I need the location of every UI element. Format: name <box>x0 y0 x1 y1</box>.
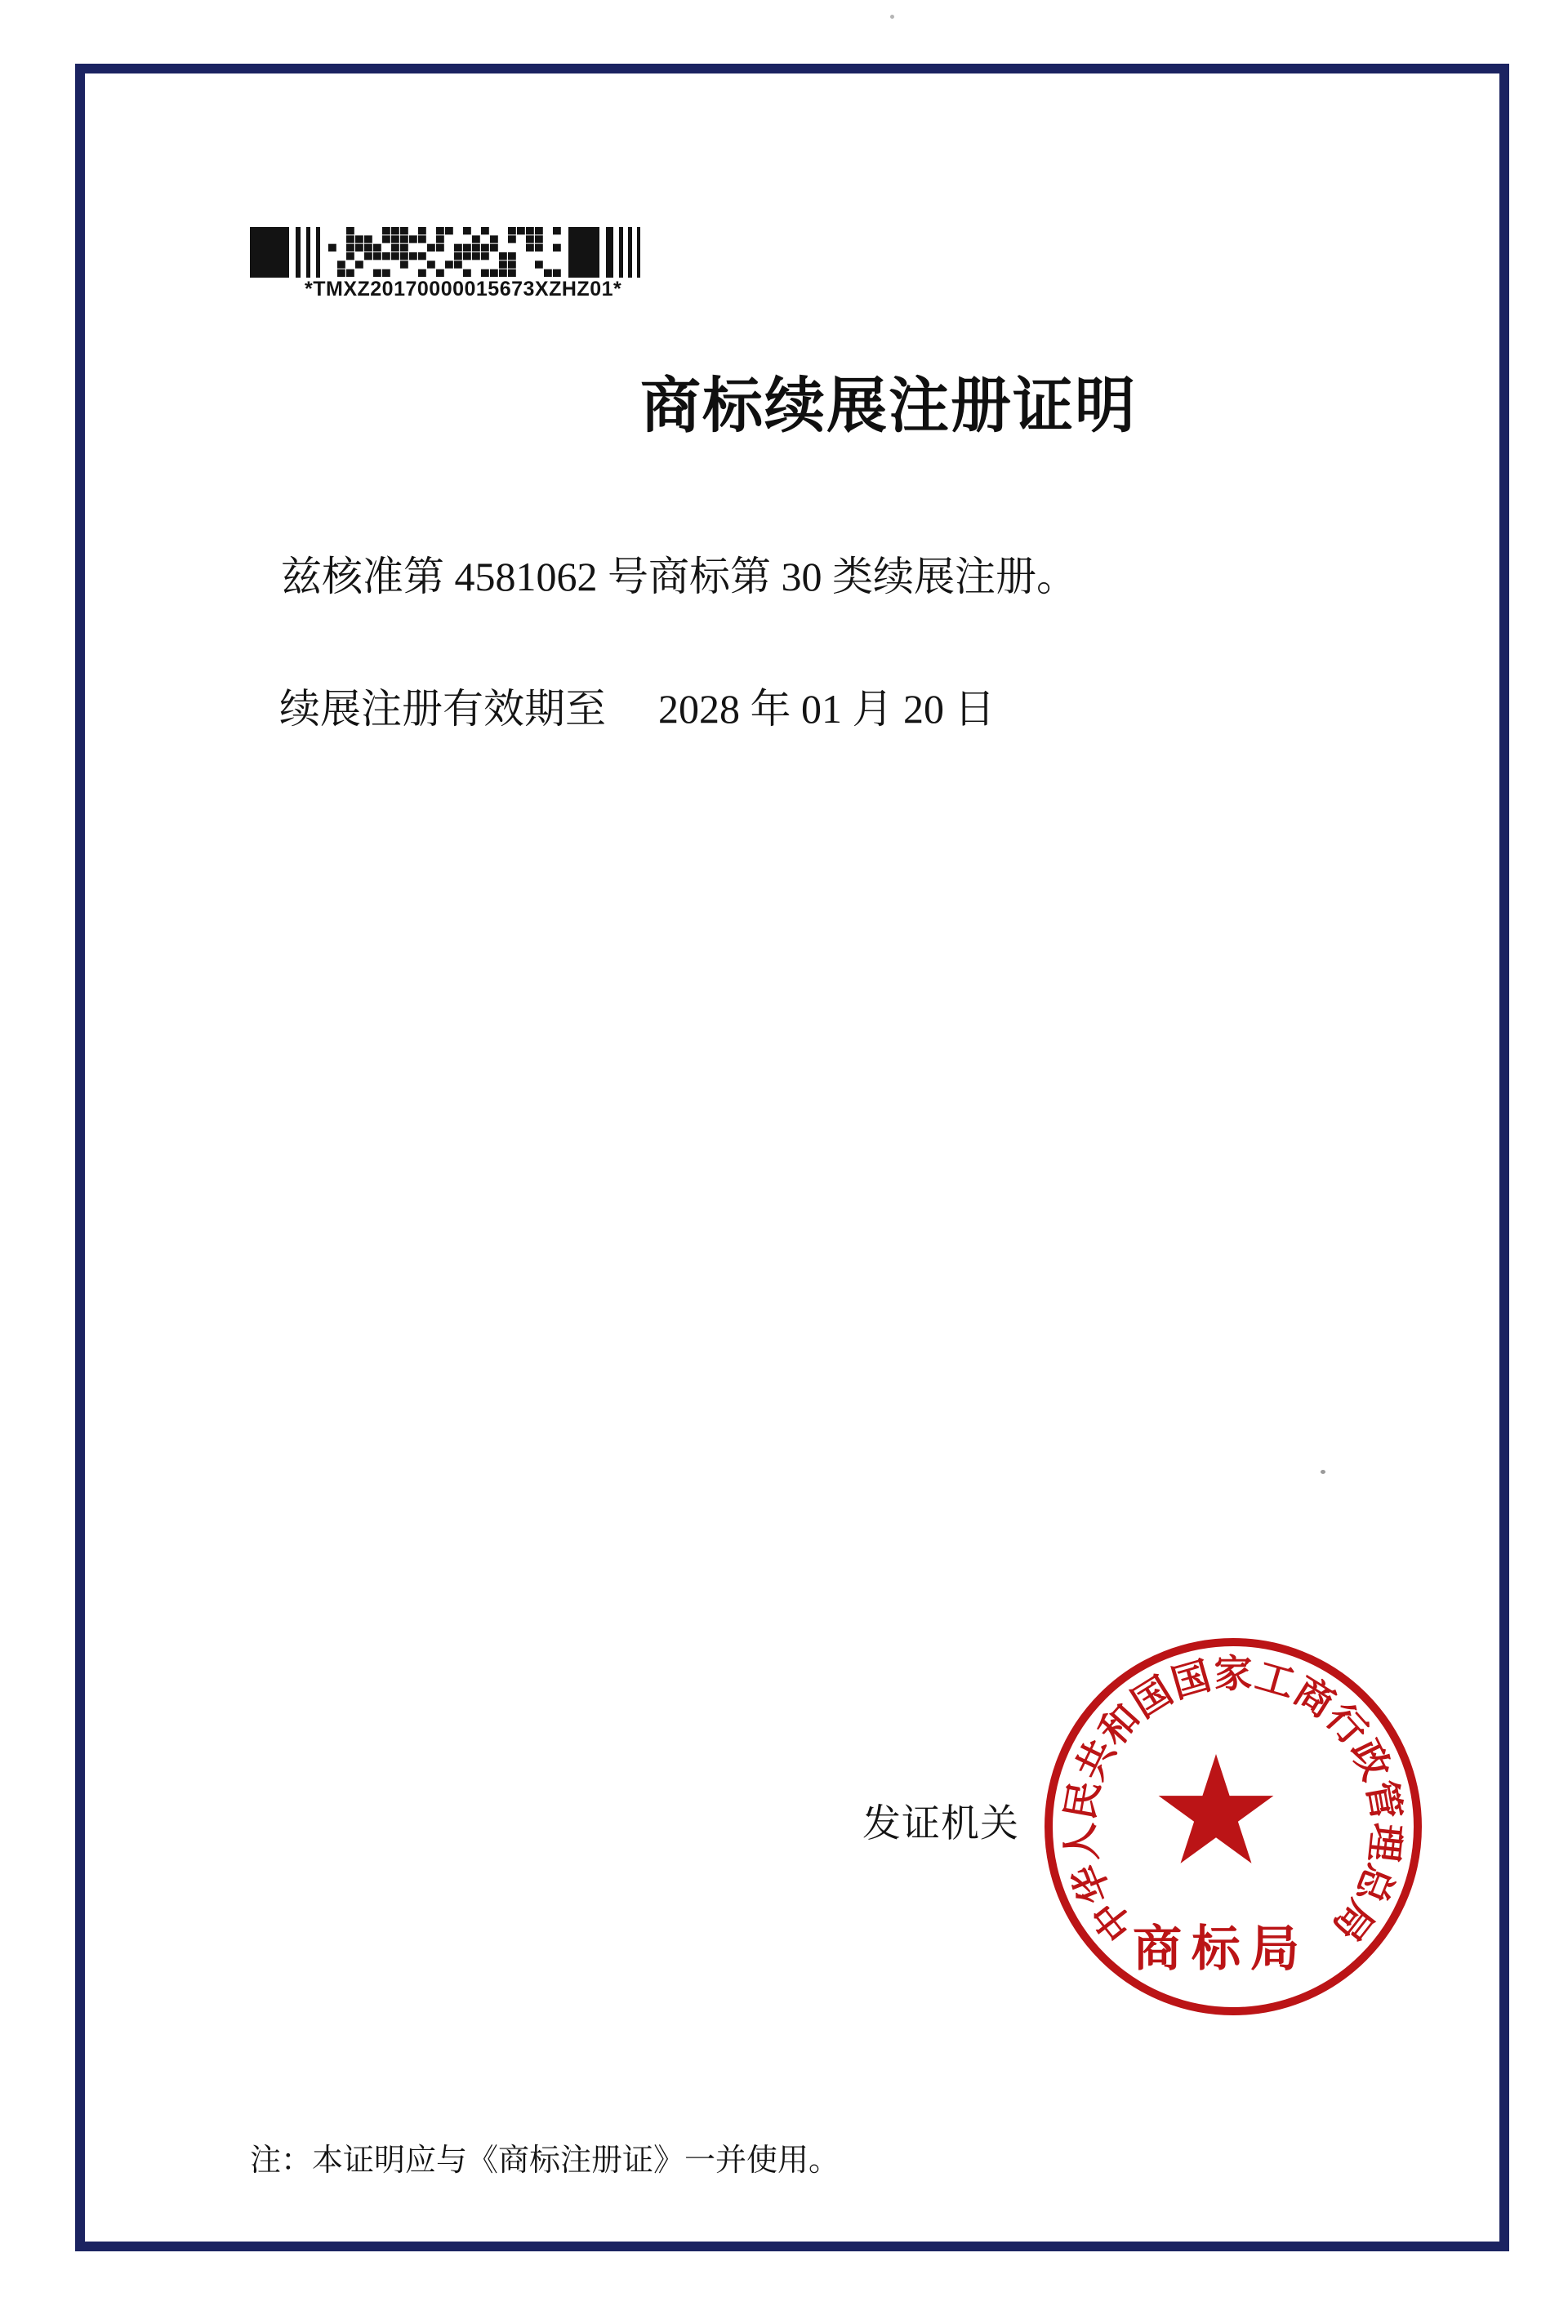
seal-arc-char: 行 <box>1317 1696 1375 1754</box>
approval-statement: 兹核准第 4581062 号商标第 30 类续展注册。 <box>281 554 1077 599</box>
issuer-label: 发证机关 <box>862 1803 1019 1845</box>
seal-arc-char: 商 <box>1285 1669 1342 1726</box>
usage-note: 注：本证明应与《商标注册证》一并使用。 <box>250 2144 840 2178</box>
certificate-border <box>75 64 1509 2251</box>
seal-arc-char: 工 <box>1250 1654 1300 1707</box>
seal-arc-char: 总 <box>1347 1858 1401 1910</box>
seal-arc-char: 人 <box>1058 1821 1106 1864</box>
barcode-image <box>250 227 642 278</box>
validity-date: 2028 年 01 月 20 日 <box>658 686 996 732</box>
certificate-title: 商标续展注册证明 <box>640 373 1137 440</box>
seal-arc-char: 中 <box>1085 1891 1143 1949</box>
seal-arc-char: 民 <box>1059 1778 1108 1823</box>
barcode-text: *TMXZ20170000015673XZHZ01* <box>305 278 622 301</box>
seal-arc-char: 家 <box>1214 1654 1253 1696</box>
barcode-block <box>250 227 675 301</box>
seal-arc-char: 国 <box>1125 1669 1181 1726</box>
seal-arc-char: 和 <box>1091 1696 1149 1754</box>
scan-speck <box>890 15 894 19</box>
scan-speck <box>1321 1470 1325 1474</box>
official-seal <box>1037 1631 1429 2023</box>
validity-label: 续展注册有效期至 <box>279 686 606 732</box>
seal-arc-char: 国 <box>1166 1654 1216 1707</box>
seal-star-icon <box>1159 1754 1274 1863</box>
validity-statement <box>279 684 996 733</box>
seal-arc-char: 理 <box>1361 1821 1408 1864</box>
seal-arc-char: 局 <box>1324 1891 1382 1949</box>
seal-arc-char: 管 <box>1358 1778 1407 1823</box>
seal-arc-char: 华 <box>1065 1858 1120 1910</box>
seal-office-text: 商标局 <box>1133 1922 1309 1976</box>
seal-arc-char: 政 <box>1342 1733 1397 1788</box>
seal-arc-char: 共 <box>1069 1733 1125 1788</box>
